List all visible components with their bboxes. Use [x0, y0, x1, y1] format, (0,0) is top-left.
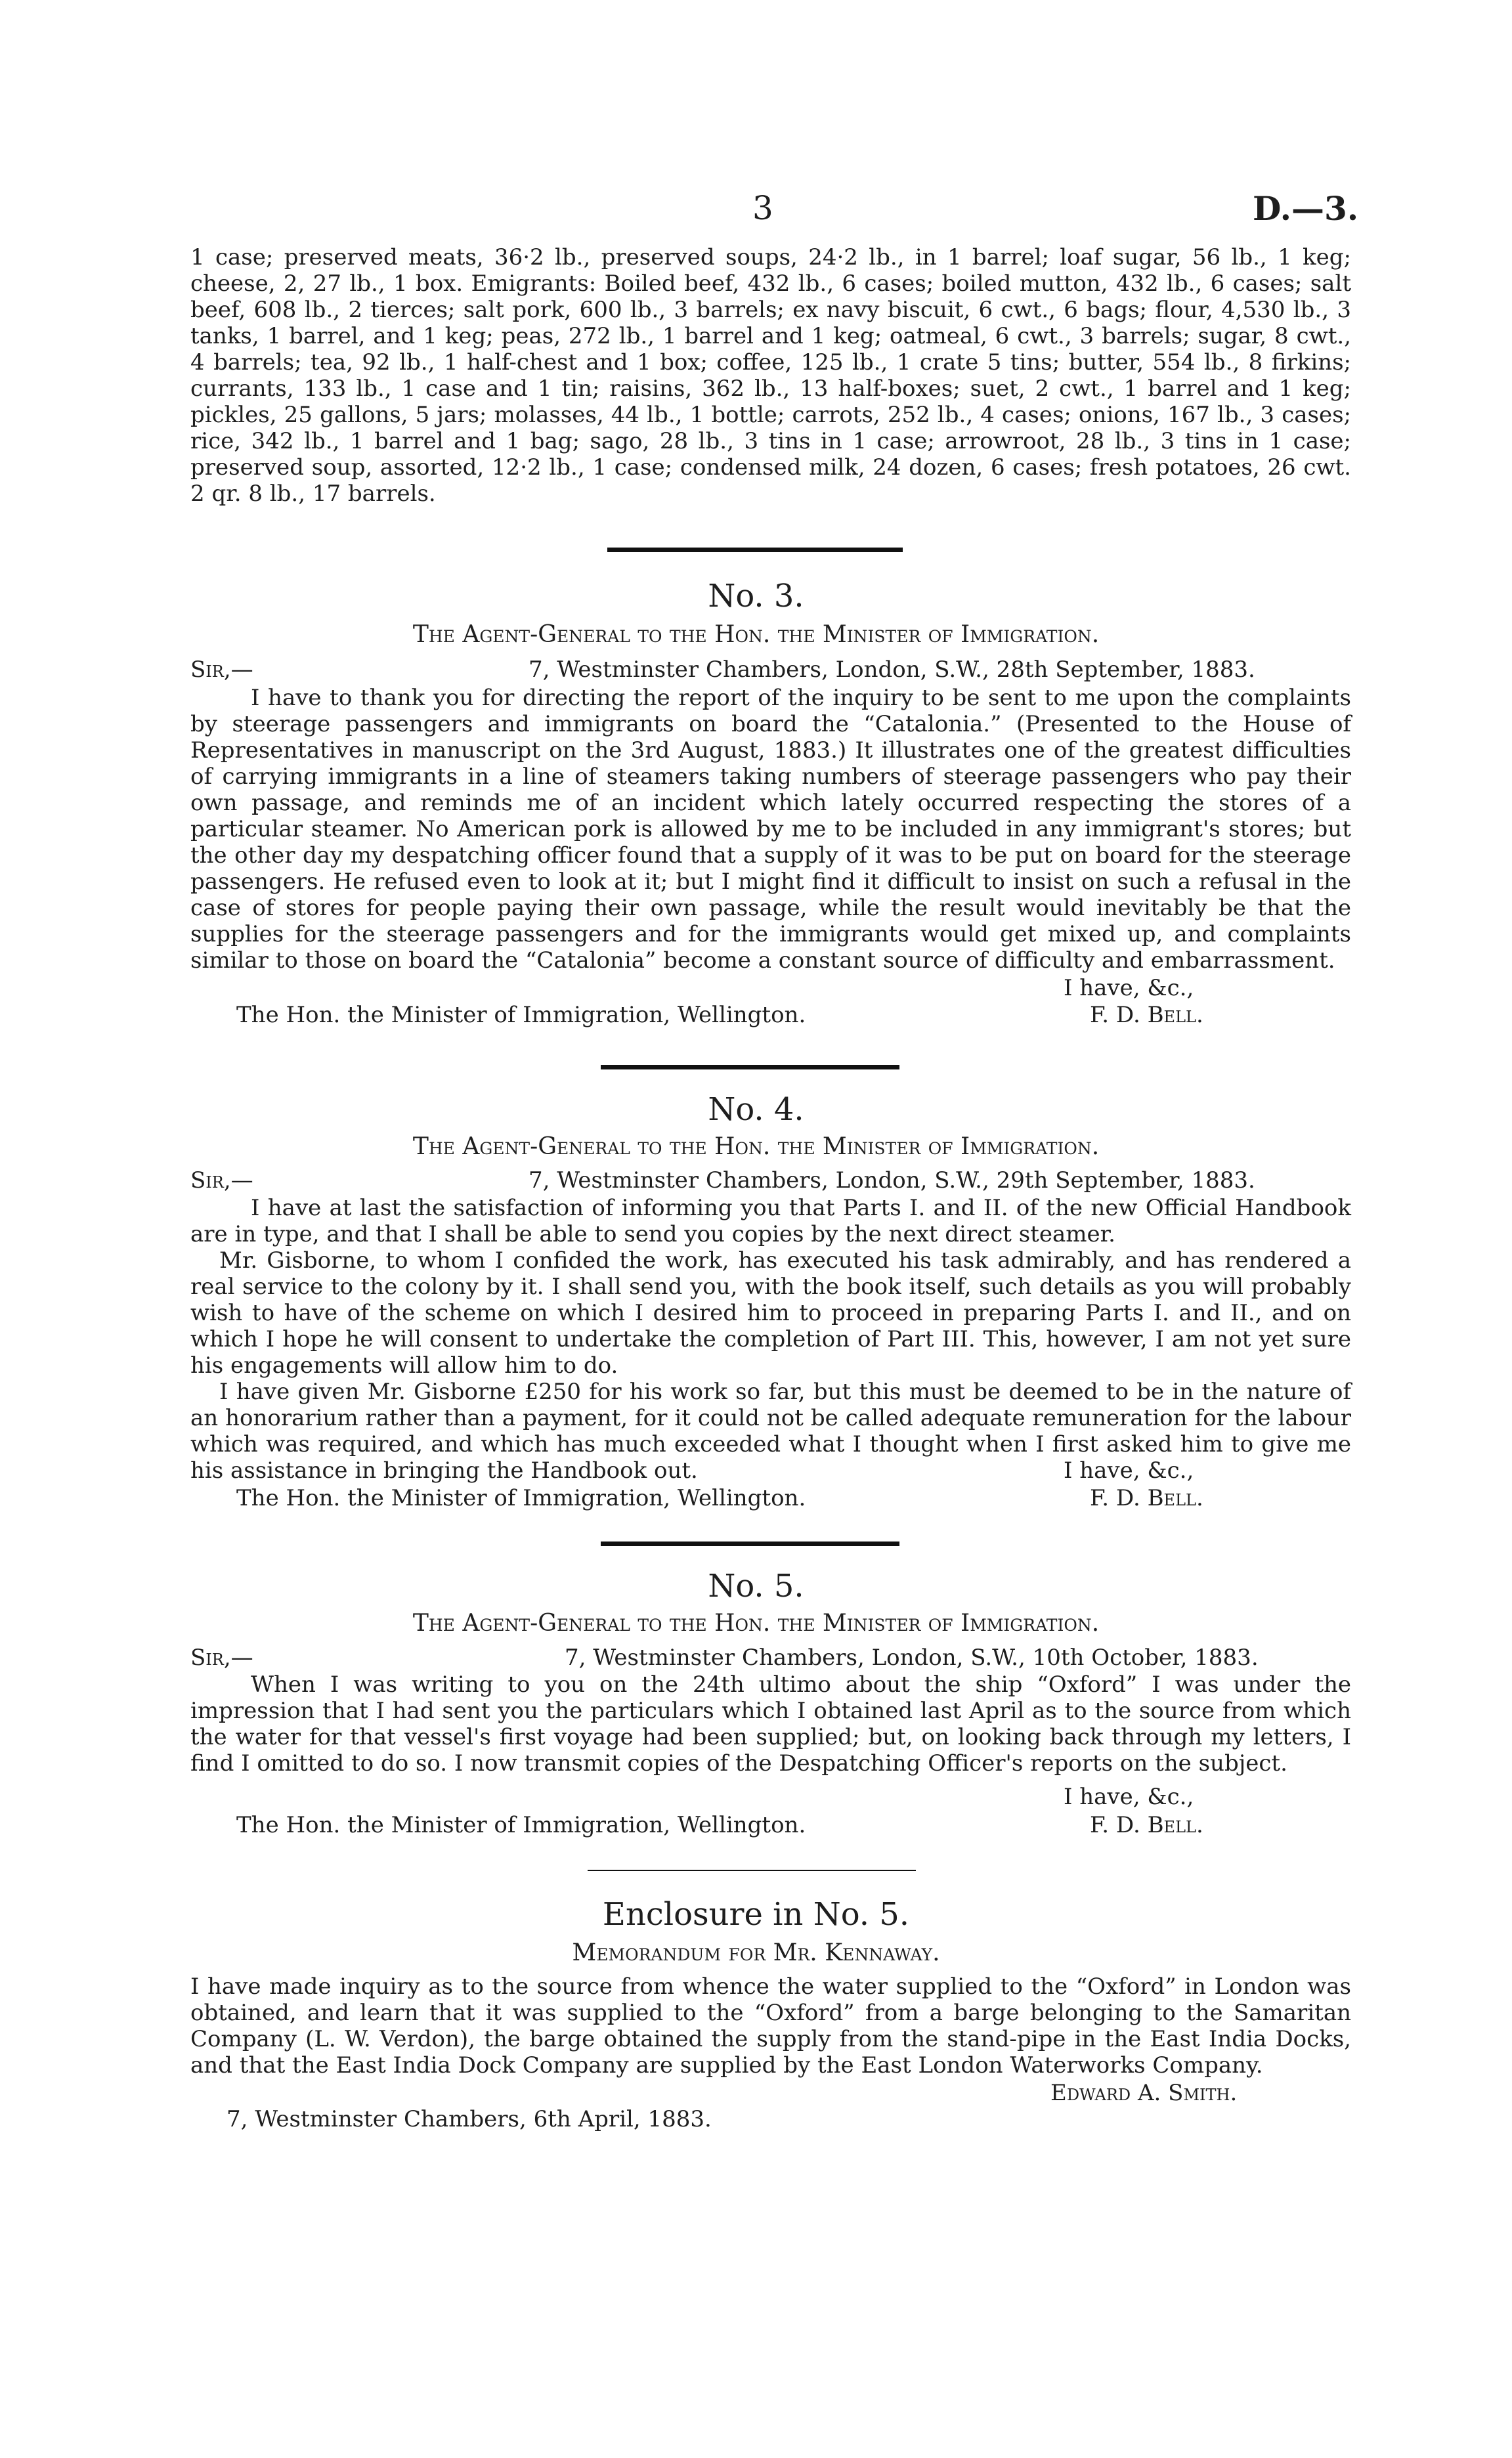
closing: I have, &c., [1064, 1457, 1194, 1484]
letter-from-to: The Agent-General to the Hon. the Minister of Immigration. [412, 1610, 1100, 1637]
letter-paragraph: When I was writing to you on the 24th ultimo about the ship “Oxford” I was under the impression that I had sent you the particulars which I obtained last April as to the source from which the water for that vessel's first voyage had been supplied; but, on looking back through my letters, I find I omitted to do so. I now transmit copies of the Despatching Officer's reports on the subject. [190, 1671, 1351, 1777]
recipient: The Hon. the Minister of Immigration, Wellington. [236, 1485, 806, 1511]
page-header [0, 189, 1512, 228]
enclosure-signature: Edward A. Smith. [1050, 2080, 1238, 2106]
letter-body [190, 1195, 1351, 1484]
recipient: The Hon. the Minister of Immigration, Wellington. [236, 1002, 806, 1028]
enclosure-paragraph: I have made inquiry as to the source from whence the water supplied to the “Oxford” in London was obtained, and learn that it was supplied to the “Oxford” from a barge belonging to the Samaritan Company (L. W. Verdon), the barge obtained the supply from the stand-pipe in the East India Docks, and that the East India Dock Company are supplied by the East London Waterworks Company. [190, 1973, 1351, 2079]
letter-paragraph: I have given Mr. Gisborne £250 for his work so far, but this must be deemed to be in the nature of an honorarium rather than a payment, for it could not be called adequate remuneration for the labour which was required, and which has much exceeded what I thought when I first asked him to give me his assistance in bringing the Handbook out. [190, 1379, 1351, 1484]
signature: F. D. Bell. [1090, 1812, 1203, 1838]
address-date: 7, Westminster Chambers, London, S.W., 10th October, 1883. [565, 1645, 1259, 1671]
enclosure-subtitle: Memorandum for Mr. Kennaway. [572, 1939, 940, 1966]
enclosure-title: Enclosure in No. 5. [602, 1896, 910, 1933]
signature: F. D. Bell. [1090, 1485, 1203, 1511]
letter-paragraph: I have to thank you for directing the report of the inquiry to be sent to me upon the complaints by steerage passengers and immigrants on board the “Catalonia.” (Presented to the House of Representatives in manuscript on the 3rd August, 1883.) It illustrates one of the greatest difficulties of carrying immigrants in a line of steamers taking numbers of steerage passengers who pay their own passage, and reminds me of an incident which lately occurred respecting the stores of a particular steamer. No American pork is allowed by me to be included in any immigrant's stores; but the other day my despatching officer found that a supply of it was to be put on board for the steerage passengers. He refused even to look at it; but I might find it difficult to insist on such a refusal in the case of stores for people paying their own passage, while the result would inevitably be that the supplies for the steerage passengers and for the immigrants would get mixed up, and complaints similar to those on board the “Catalonia” become a constant source of difficulty and embarrassment. [190, 685, 1351, 974]
letter-paragraph: Mr. Gisborne, to whom I confided the work, has executed his task admirably, and has rendered a real service to the colony by it. I shall send you, with the book itself, such details as you will probably wish to have of the scheme on which I desired him to proceed in preparing Parts I. and II., and on which I hope he will consent to undertake the completion of Part III. This, however, I am not yet sure his engagements will allow him to do. [190, 1247, 1351, 1379]
letter-body [190, 1671, 1351, 1777]
closing: I have, &c., [1064, 975, 1194, 1001]
letter-number: No. 4. [708, 1091, 804, 1128]
address-date: 7, Westminster Chambers, London, S.W., 28th September, 1883. [529, 657, 1255, 683]
salutation: Sir,— [190, 1645, 253, 1671]
section-divider [601, 1542, 899, 1546]
document-reference: D.—3. [1253, 189, 1359, 228]
closing: I have, &c., [1064, 1784, 1194, 1810]
address-date: 7, Westminster Chambers, London, S.W., 29th September, 1883. [529, 1167, 1255, 1194]
recipient: The Hon. the Minister of Immigration, Wellington. [236, 1812, 806, 1838]
letter-from-to: The Agent-General to the Hon. the Minister of Immigration. [412, 1133, 1100, 1160]
section-divider [607, 548, 903, 552]
letter-number: No. 5. [708, 1568, 804, 1605]
page-number: 3 [752, 189, 773, 227]
enclosure-body [190, 1973, 1351, 2079]
letter-body [190, 685, 1351, 974]
section-divider [601, 1065, 899, 1069]
signature: F. D. Bell. [1090, 1002, 1203, 1028]
letter-from-to: The Agent-General to the Hon. the Minister of Immigration. [412, 621, 1100, 648]
letter-paragraph: I have at last the satisfaction of informing you that Parts I. and II. of the new Official Handbook are in type, and that I shall be able to send you copies by the next direct steamer. [190, 1195, 1351, 1247]
thin-divider [588, 1870, 916, 1871]
stores-list-paragraph [190, 244, 1351, 507]
salutation: Sir,— [190, 657, 253, 683]
stores-list-text: 1 case; preserved meats, 36·2 lb., preserved soups, 24·2 lb., in 1 barrel; loaf sugar, 56 lb., 1 keg; cheese, 2, 27 lb., 1 box. Emigrants: Boiled beef, 432 lb., 6 cases; boiled mutton, 432 lb., 6 cases; salt beef, 608 lb., 2 tierces; salt pork, 600 lb., 3 barrels; ex navy biscuit, 6 cwt., 6 bags; flour, 4,530 lb., 3 tanks, 1 barrel, and 1 keg; peas, 272 lb., 1 barrel and 1 keg; oatmeal, 6 cwt., 3 barrels; sugar, 8 cwt., 4 barrels; tea, 92 lb., 1 half-chest and 1 box; coffee, 125 lb., 1 crate 5 tins; butter, 554 lb., 8 firkins; currants, 133 lb., 1 case and 1 tin; raisins, 362 lb., 13 half-boxes; suet, 2 cwt., 1 barrel and 1 keg; pickles, 25 gallons, 5 jars; molasses, 44 lb., 1 bottle; carrots, 252 lb., 4 cases; onions, 167 lb., 3 cases; rice, 342 lb., 1 barrel and 1 bag; sago, 28 lb., 3 tins in 1 case; arrowroot, 28 lb., 3 tins in 1 case; preserved soup, assorted, 12·2 lb., 1 case; condensed milk, 24 dozen, 6 cases; fresh potatoes, 26 cwt. 2 qr. 8 lb., 17 barrels. [190, 244, 1351, 507]
enclosure-address-date: 7, Westminster Chambers, 6th April, 1883. [227, 2106, 712, 2132]
salutation: Sir,— [190, 1167, 253, 1194]
letter-number: No. 3. [708, 578, 804, 614]
